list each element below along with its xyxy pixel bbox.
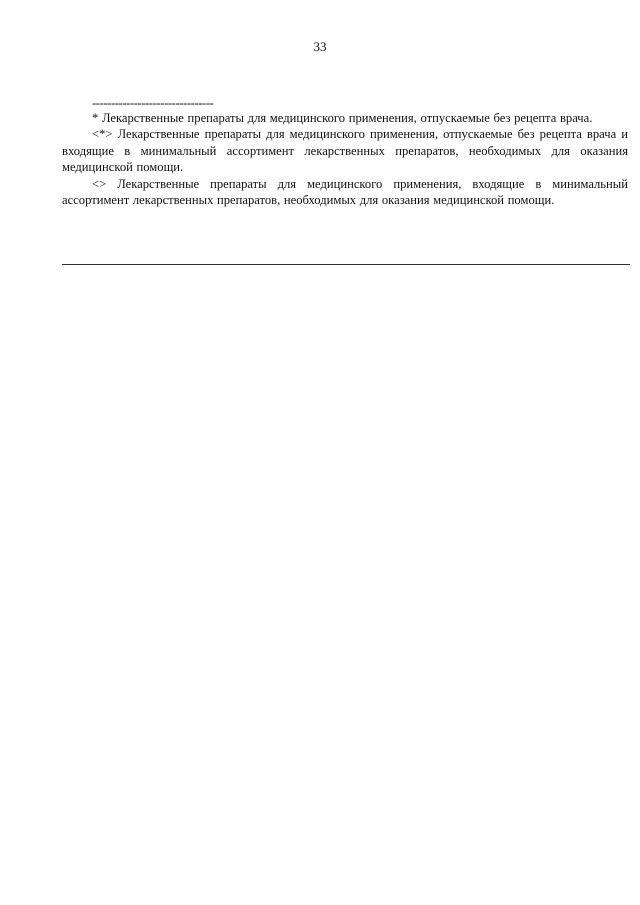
- footnotes-section: [62, 96, 628, 208]
- horizontal-rule: [62, 264, 630, 265]
- page-number: 33: [313, 39, 327, 54]
- footnote-otc-minimal-assortment: <*> Лекарственные препараты для медицинского применения, отпускаемые без рецепта врача и входящие в минимальный ассортимент лекарственных препаратов, необходимых для оказания медицинской помощи.: [62, 127, 628, 175]
- footnote-minimal-assortment: <> Лекарственные препараты для медицинского применения, входящие в минимальный ассортимент лекарственных препаратов, необходимых для оказания медицинской помощи.: [62, 176, 628, 208]
- footnote-separator: --------------------------------: [92, 96, 214, 110]
- footnote-otc: * Лекарственные препараты для медицинского применения, отпускаемые без рецепта врача.: [92, 111, 593, 125]
